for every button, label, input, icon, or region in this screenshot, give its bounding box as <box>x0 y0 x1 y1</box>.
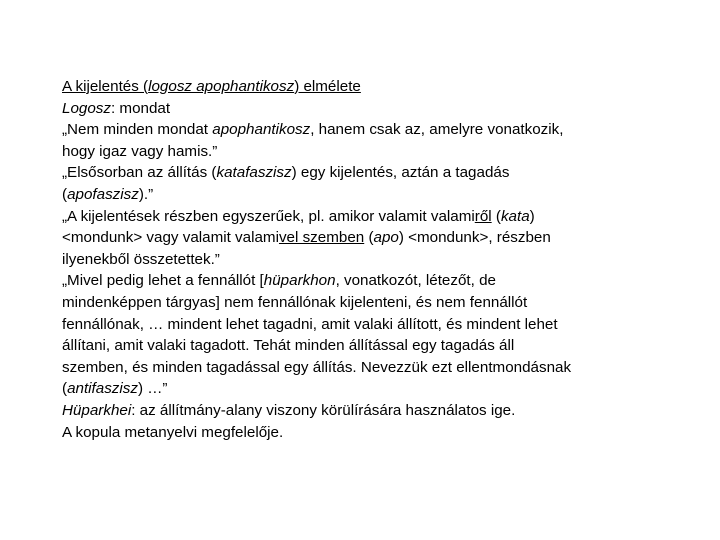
quote1-line2: hogy igaz vagy hamis.” <box>62 142 218 160</box>
quote3-line2 <box>62 227 632 249</box>
quote4-l1-italic: hüparkhon <box>263 272 336 290</box>
quote3-l2-underlined: vel szemben <box>278 229 365 247</box>
text-block <box>62 76 632 443</box>
quote3-l1-italic: kata <box>500 207 530 225</box>
quote2-l1-pre: „Elsősorban az állítás ( <box>62 164 217 182</box>
quote4-line6 <box>62 378 632 400</box>
quote2-l1-post: ) egy kijelentés, aztán a tagadás <box>291 164 510 182</box>
logosz-line <box>62 98 632 120</box>
quote2-line1 <box>62 162 632 184</box>
title-post: ) elmélete <box>294 78 361 95</box>
quote4-l1-pre: „Mivel pedig lehet a fennállót [ <box>62 272 264 290</box>
quote4-line4: állítani, amit valaki tagadott. Tehát minden állítással egy tagadás áll <box>62 337 515 355</box>
quote4-l6-post: ) …” <box>137 380 168 398</box>
quote2-line2 <box>62 184 632 206</box>
quote2-l1-italic: katafaszisz <box>216 164 292 182</box>
kopula-line: A kopula metanyelvi megfelelője. <box>62 423 284 441</box>
logosz-term: Logosz <box>62 99 111 117</box>
huparkhei-term: Hüparkhei <box>62 401 132 419</box>
quote3-l2-post: ) <mondunk>, részben <box>398 229 551 247</box>
quote4-line3: fennállónak, … mindent lehet tagadni, amit valaki állított, és mindent lehet <box>62 315 558 333</box>
quote4-l6-pre: ( <box>62 380 68 398</box>
quote4-line1 <box>62 270 632 292</box>
quote1-line1 <box>62 119 632 141</box>
logosz-definition: : mondat <box>110 99 171 117</box>
quote2-l2-post: ).” <box>138 185 154 203</box>
quote4-l1-post: , vonatkozót, létezőt, de <box>335 272 496 290</box>
quote2-l2-italic: apofaszisz <box>67 185 139 203</box>
quote2-l2-pre: ( <box>62 185 68 203</box>
quote3-l1-underlined: ről <box>474 207 492 225</box>
quote3-l2-italic: apo <box>373 229 399 247</box>
quote4-line2: mindenképpen tárgyas] nem fennállónak kijelenteni, és nem fennállót <box>62 293 528 311</box>
huparkhei-definition: : az állítmány-alany viszony körülírására használatos ige. <box>131 401 516 419</box>
title-italic: logosz apophantikosz <box>148 78 295 95</box>
quote3-l1-pre: „A kijelentések részben egyszerűek, pl. amikor valamit valami <box>62 207 475 225</box>
title-pre: A kijelentés ( <box>62 78 149 95</box>
huparkhei-line <box>62 400 632 422</box>
quote3-l1-post: ) <box>529 207 535 225</box>
quote3-l2-pre: <mondunk> vagy valamit valami <box>62 229 279 247</box>
quote3-l1-mid: ( <box>491 207 501 225</box>
quote3-line3: ilyenekből összetettek.” <box>62 250 220 268</box>
quote1-l1-italic: apophantikosz <box>212 121 311 139</box>
slide-title <box>62 76 632 98</box>
quote4-line5: szemben, és minden tagadással egy állítás. Nevezzük ezt ellentmondásnak <box>62 358 572 376</box>
quote4-l6-italic: antifaszisz <box>67 380 138 398</box>
quote1-l1-pre: „Nem minden mondat <box>62 121 213 139</box>
quote3-l2-mid: ( <box>364 229 374 247</box>
quote1-l1-post: , hanem csak az, amelyre vonatkozik, <box>310 121 564 139</box>
quote3-line1 <box>62 206 632 228</box>
